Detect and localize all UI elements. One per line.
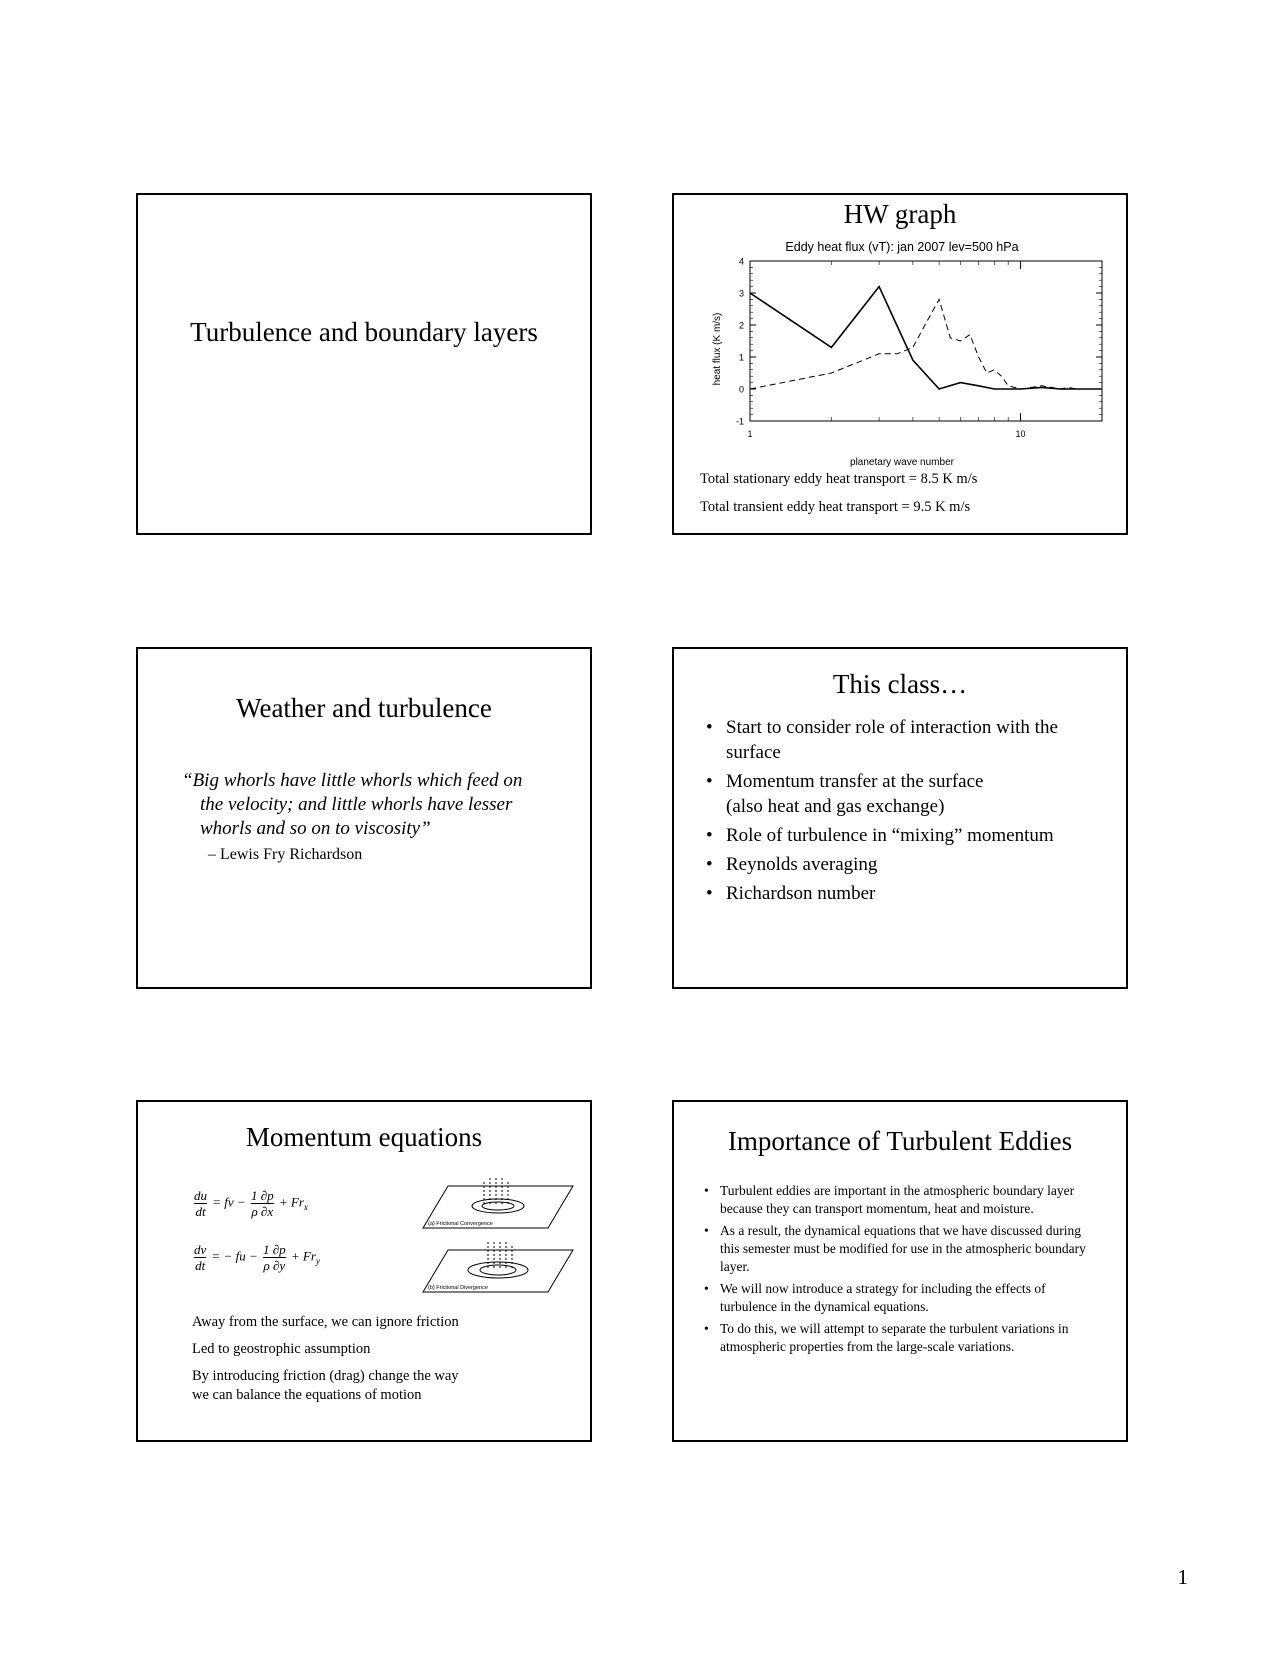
x-tick-label: 1 [747,429,753,439]
list-item: • Role of turbulence in “mixing” momentum [704,823,1104,848]
chart-plot-frame [750,261,1102,421]
slide-4 [672,647,1128,989]
y-tick-label: 1 [738,352,744,363]
richardson-quote [182,769,562,841]
list-item: • Start to consider role of interaction with the surface [704,715,1104,765]
list-item: • Turbulent eddies are important in the atmospheric boundary layer because they can transport momentum, heat and moisture. [702,1182,1102,1218]
eq2-frac-num: 1 ∂p [262,1242,286,1257]
eq1-du: du [194,1188,207,1203]
slide-2-title: HW graph [843,199,957,229]
caption-frictional-divergence: (b) Frictional Divergence [428,1285,488,1291]
list-item: • To do this, we will attempt to separate the turbulent variations in atmospheric properties from the large-scale variations. [702,1320,1102,1356]
eq1-sub: x [303,1202,308,1213]
y-tick-label: 0 [738,384,744,395]
slide-1 [136,193,592,535]
slide-6 [672,1100,1128,1442]
eq2-sub: y [315,1256,320,1267]
caption-frictional-convergence: (a) Frictional Convergence [428,1221,493,1227]
y-tick-label: 4 [738,256,744,267]
quote-line-2: the velocity; and little whorls have lesser [200,794,513,815]
eq2-tail: + Fr [290,1248,316,1264]
slide-1-title: Turbulence and boundary layers [190,317,538,347]
eq1-tail: + Fr [278,1194,304,1210]
eq1-mid: = fv − [212,1194,246,1210]
friction-text-2: Led to geostrophic assumption [192,1341,371,1357]
chart-x-axis-label: planetary wave number [850,457,954,468]
y-tick-label: 3 [738,288,744,299]
slide-5 [136,1100,592,1442]
chart-y-axis-label: heat flux (K m/s) [712,312,723,386]
y-tick-label: -1 [735,416,744,427]
friction-convergence-divergence-figure [418,1176,578,1304]
eq1-dt: dt [195,1204,206,1219]
quote-line-3: whorls and so on to viscosity” [200,818,431,839]
slide-3 [136,647,592,989]
list-item [704,769,1104,819]
eq2-frac-den: ρ ∂y [263,1258,286,1273]
eq2-dv: dv [194,1242,207,1257]
friction-text-3a: By introducing friction (drag) change the way [192,1368,459,1384]
y-tick-label: 2 [738,320,744,331]
turbulent-eddies-list [702,1182,1102,1360]
transient-transport-text: Total transient eddy heat transport = 9.5 K m/s [700,499,971,515]
slide-5-title: Momentum equations [245,1122,483,1152]
quote-line-1: “Big whorls have little whorls which feed on [182,770,523,791]
eq2-mid: = − fu − [211,1248,258,1264]
chart-title: Eddy heat flux (vT): jan 2007 lev=500 hPa [785,240,1019,254]
u-momentum-equation [192,1188,308,1219]
page-number: 1 [1177,1565,1188,1589]
x-tick-label: 10 [1015,429,1026,439]
class-topics-list [704,715,1104,910]
convergence-swirl [472,1199,524,1213]
list-item-line-2: (also heat and gas exchange) [726,796,945,817]
friction-text-3b: we can balance the equations of motion [192,1387,422,1403]
series-line-solid [750,287,1102,389]
slide-3-title: Weather and turbulence [236,693,492,723]
eq1-frac-num: 1 ∂p [250,1188,274,1203]
list-item: • As a result, the dynamical equations that we have discussed during this semester must be modified for use in the atmospheric boundary layer. [702,1222,1102,1276]
divergence-swirl [468,1262,528,1278]
list-item: • We will now introduce a strategy for including the effects of turbulence in the dynamical equations. [702,1280,1102,1316]
quote-attribution: – Lewis Fry Richardson [208,846,363,863]
eq1-frac-den: ρ ∂x [251,1204,274,1219]
slide-4-title: This class… [832,669,968,699]
friction-text-1: Away from the surface, we can ignore friction [192,1314,459,1330]
slide-6-title: Importance of Turbulent Eddies [727,1126,1073,1156]
list-item: • Richardson number [704,881,1104,906]
list-item: • Reynolds averaging [704,852,1104,877]
v-momentum-equation [192,1242,320,1273]
list-item-line-1: Momentum transfer at the surface [726,771,984,792]
stationary-transport-text: Total stationary eddy heat transport = 8.5 K m/s [700,471,978,487]
slide-2 [672,193,1128,535]
eddy-heat-flux-chart [692,239,1112,479]
eq2-dt: dt [195,1258,206,1273]
